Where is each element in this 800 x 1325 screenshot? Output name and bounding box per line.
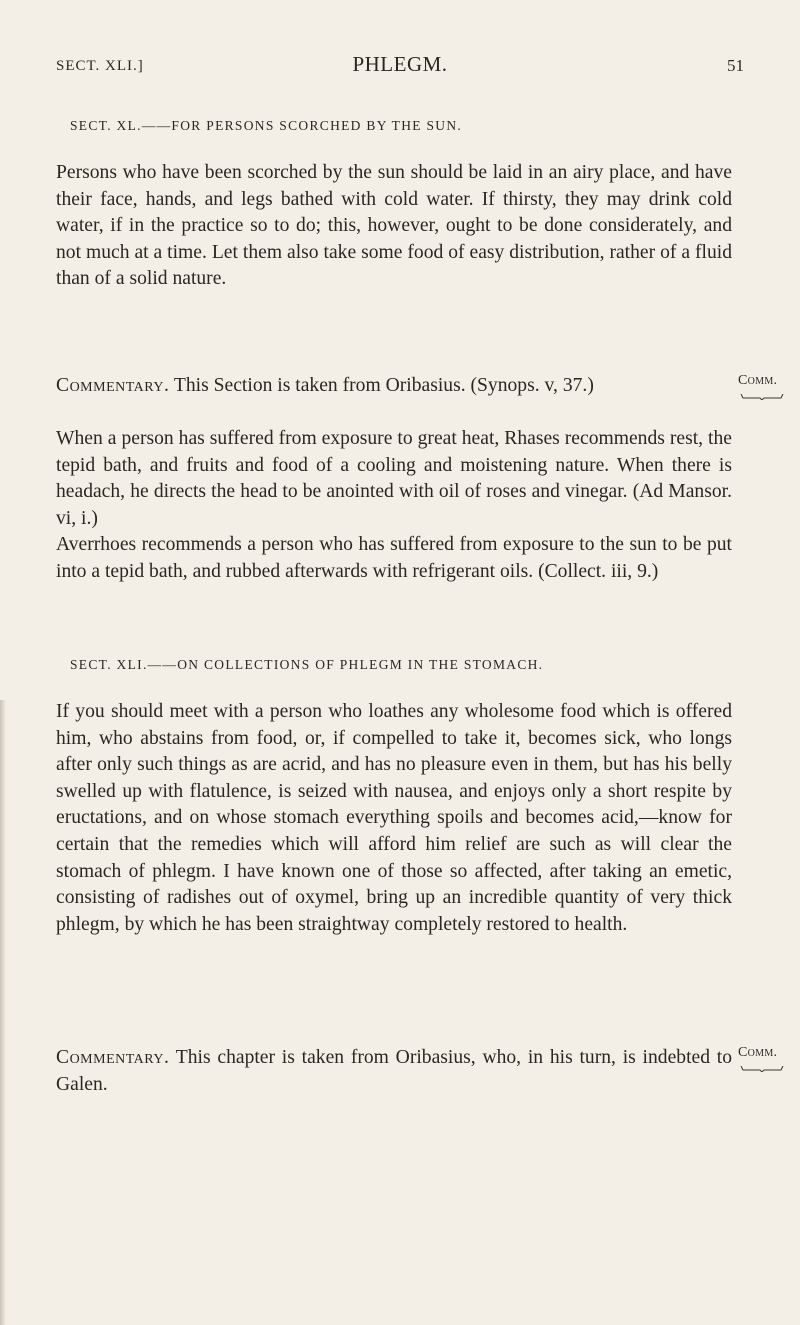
margin-note-comm: Comm. bbox=[738, 1045, 778, 1060]
section-xl-body-text: Persons who have been scorched by the sun should be laid in an airy place, and have their face, hands, and legs bathed with cold water. If thirsty, they may drink cold water, if in the practice so to do; this, however, ought to be done considerately, and not much at a time. Let them also take some food of easy distribution, rather of a fluid than of a solid nature. bbox=[56, 162, 732, 290]
running-head-section: SECT. XLI.] bbox=[56, 58, 144, 74]
section-xli-body bbox=[56, 699, 732, 938]
running-head bbox=[56, 52, 744, 82]
commentary-text: Averrhoes recommends a person who has suffered from exposure to the sun to be put into a tepid bath, and rubbed afterwards with refrigerant oils. (Collect. iii, 9.) bbox=[56, 534, 732, 582]
commentary-text: When a person has suffered from exposure to great heat, Rhases recommends rest, the tepid bath, and fruits and food of a cooling and moistening nature. When there is headach, he directs the head to be anointed with oil of roses and vinegar. (Ad Mansor. vi, i.) bbox=[56, 428, 732, 529]
section-xli-heading: SECT. XLI.——ON COLLECTIONS OF PHLEGM IN THE STOMACH. bbox=[70, 657, 544, 672]
commentary-text: This chapter is taken from Oribasius, who, in his turn, is indebted to Galen. bbox=[56, 1047, 733, 1095]
page-number: 51 bbox=[727, 56, 744, 75]
margin-brace bbox=[740, 394, 784, 400]
section-xl-heading: SECT. XL.——FOR PERSONS SCORCHED BY THE SUN. bbox=[70, 118, 463, 133]
section-xl-body bbox=[56, 160, 732, 293]
running-head-title: PHLEGM. bbox=[352, 52, 448, 76]
commentary-label: Commentary. bbox=[56, 1047, 170, 1068]
commentary-label: Commentary. bbox=[56, 375, 170, 396]
margin-note-comm: Comm. bbox=[738, 373, 778, 388]
section-xl-commentary-2 bbox=[56, 426, 732, 532]
commentary-text: This Section is taken from Oribasius. (Synops. v, 37.) bbox=[173, 375, 594, 396]
section-xl-commentary-1 bbox=[56, 373, 732, 400]
margin-brace bbox=[740, 1066, 784, 1072]
section-xli-body-text: If you should meet with a person who loathes any wholesome food which is offered him, who abstains from food, or, if compelled to take it, becomes sick, who longs after only such things as are acrid, and has no pleasure even in them, but has his belly swelled up with flatulence, is seized with nausea, and enjoys only a short respite by eructations, and on whose stomach everything spoils and becomes acid,—know for certain that the remedies which will afford him relief are such as will clear the stomach of phlegm. I have known one of those so affected, after taking an emetic, consisting of radishes out of oxymel, bring up an incredible quantity of very thick phlegm, by which he has been straightway completely restored to health. bbox=[56, 701, 732, 935]
page-edge-shadow bbox=[0, 700, 6, 1325]
section-xli-commentary bbox=[56, 1045, 732, 1098]
section-xl-commentary-3 bbox=[56, 532, 732, 585]
